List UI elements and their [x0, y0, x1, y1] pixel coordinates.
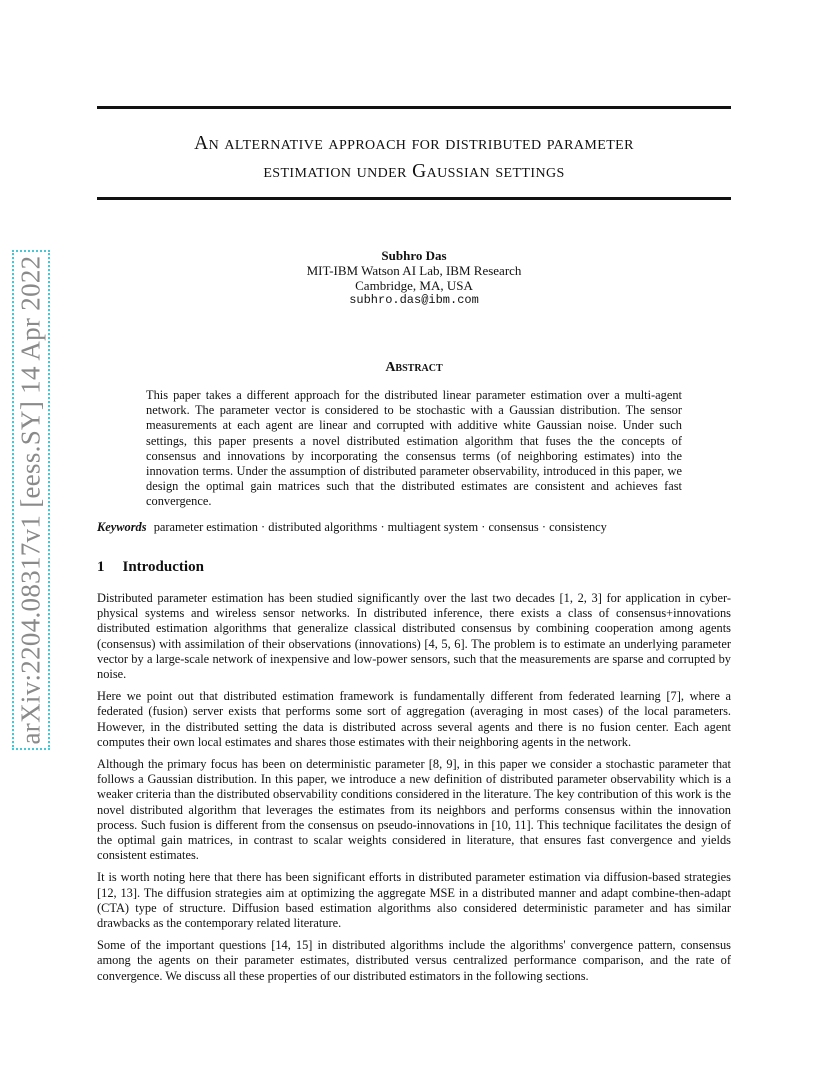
section-heading-introduction: [97, 559, 204, 576]
title-bottom-rule: [97, 197, 731, 200]
abstract-heading: Abstract: [385, 360, 443, 375]
author-affiliation: MIT-IBM Watson AI Lab, IBM Research: [306, 263, 522, 278]
arxiv-identifier[interactable]: arXiv:2204.08317v1 [eess.SY] 14 Apr 2022: [15, 255, 46, 745]
paragraph: Here we point out that distributed estimation framework is fundamentally different from federated learning [7], where a federated (fusion) server exists that performs some sort of aggregation (averaging in most cases) of the local parameters. However, in the distributed setting the data is distributed across several agents and there is no fusion center. Each agent computes their own local estimates and shares those estimates with their neighboring agents in the network.: [97, 689, 731, 749]
introduction-body: [97, 591, 731, 991]
title-line-2: estimation under Gaussian settings: [263, 161, 565, 182]
section-title: Introduction: [122, 559, 204, 575]
arxiv-stamp[interactable]: [6, 250, 56, 750]
title-line-1: An alternative approach for distributed parameter: [194, 133, 634, 154]
paragraph: Some of the important questions [14, 15] in distributed algorithms include the algorithms' convergence pattern, consensus among the agents on their parameter estimates, distributed versus centralized performance comparison, and the rate of convergence. We discuss all these properties of our distributed estimators in the following sections.: [97, 938, 731, 983]
paragraph: Distributed parameter estimation has been studied significantly over the last two decades [1, 2, 3] for application in cyber-physical systems and wireless sensor networks. In distributed inference, there exists a class of consensus+innovations distributed estimation algorithms that generalize classical distributed consensus by combining cooperation among agents (consensus) with assimilation of their observations (innovations) [4, 5, 6]. The problem is to estimate an underlying parameter vector by a large-scale network of inexpensive and low-power sensors, such that the measurements are sparse and corrupted by noise.: [97, 591, 731, 682]
keywords-label: Keywords: [97, 520, 147, 534]
abstract-text: This paper takes a different approach for the distributed linear parameter estimation over a multi-agent network. The parameter vector is considered to be stochastic with a Gaussian distribution. The sensor measurements at each agent are linear and corrupted with additive white Gaussian noise. Under such settings, this paper presents a novel distributed estimation algorithm that fuses the the concepts of consensus and innovations by incorporating the consensus terms (of neighboring estimates) into the innovation terms. Under the assumption of distributed parameter observability, introduced in this paper, we design the optimal gain matrices such that the distributed estimates are consistent and achieves fast convergence.: [146, 388, 682, 509]
title-top-rule: [97, 106, 731, 109]
keywords-text: parameter estimation · distributed algorithms · multiagent system · consensus · consistency: [153, 520, 607, 534]
author-email: subhro.das@ibm.com: [349, 293, 479, 307]
paragraph: Although the primary focus has been on deterministic parameter [8, 9], in this paper we consider a stochastic parameter that follows a Gaussian distribution. In this paper, we introduce a new definition of distributed parameter observability which is a weaker criteria than the distributed observability conditions considered in the literature. The key contribution of this work is the novel distributed algorithm that leverages the estimates from its neighbors and performs consensus within the innovation process. Such fusion is different from the consensus on pseudo-innovations in [10, 11]. This technique facilitates the design of the optimal gain matrices, in contrast to scalar weights considered in literature, that ensures fast convergence and yields consistent estimates.: [97, 757, 731, 863]
paper-title: [97, 130, 731, 186]
section-number: 1: [97, 559, 105, 575]
author-location: Cambridge, MA, USA: [355, 278, 473, 293]
paragraph: It is worth noting here that there has been significant efforts in distributed parameter estimation via diffusion-based strategies [12, 13]. The diffusion strategies aim at optimizing the aggregate MSE in a distributed manner and adapt combine-then-adapt (CTA) type of structure. Diffusion based estimation algorithms also considered deterministic parameter and has similar drawbacks as the contemporary related literature.: [97, 870, 731, 931]
author-block: [97, 248, 731, 308]
keywords: [97, 520, 731, 535]
author-name: Subhro Das: [381, 248, 447, 263]
